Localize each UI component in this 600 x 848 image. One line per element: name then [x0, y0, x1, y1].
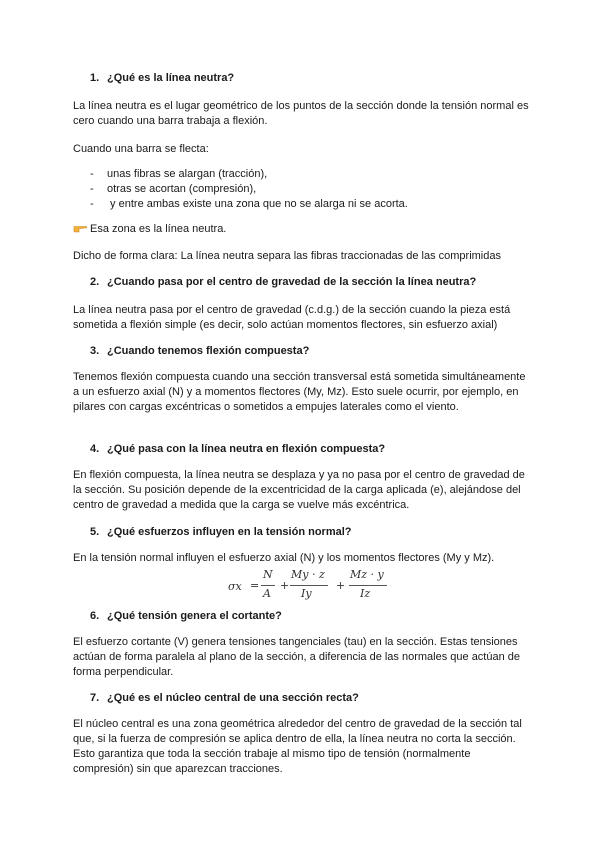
question-number: 3.: [90, 345, 100, 357]
fraction-bar: [290, 585, 328, 586]
formula-plus: +: [280, 579, 290, 592]
question-title: ¿Qué es el núcleo central de una sección recta?: [107, 692, 359, 704]
answer-paragraph-4: En flexión compuesta, la línea neutra se desplaza y ya no pasa por el centro de gravedad de la sección. Su posición depende de la excentricidad de la carga aplicada (e), alejándose del centro de gravedad a medida que la carga se vuelve más excéntrica.: [73, 469, 525, 511]
formula-term2-numerator: My · z: [291, 568, 325, 581]
question-number: 4.: [90, 443, 100, 455]
question-heading-4: [90, 443, 385, 455]
formula-term2-denominator: Iy: [301, 587, 312, 600]
formula-equals: =: [250, 579, 260, 592]
formula-lhs: σx: [228, 580, 242, 593]
formula-term3-denominator: Iz: [360, 587, 371, 600]
question-title: ¿Cuando tenemos flexión compuesta?: [107, 345, 310, 357]
question-heading-7: [90, 692, 359, 704]
question-title: ¿Qué pasa con la línea neutra en flexión compuesta?: [107, 443, 386, 455]
answer-paragraph-7: El núcleo central es una zona geométrica alrededor del centro de gravedad de la sección tal que, si la fuerza de compresión se aplica dentro de ella, la línea neutra no corta la sección. Esto garantiza que toda la sección trabaje al mismo tipo de tensión (normalmente compresión) sin que aparezcan tracciones.: [73, 718, 522, 775]
fraction-bar: [261, 585, 275, 586]
formula-plus: +: [336, 579, 346, 592]
list-dash: -: [90, 168, 94, 180]
question-title: ¿Cuando pasa por el centro de gravedad de la sección la línea neutra?: [107, 276, 477, 288]
question-heading-1: [90, 72, 234, 84]
list-item-text: unas fibras se alargan (tracción),: [107, 168, 268, 180]
lead-line: Cuando una barra se flecta:: [73, 143, 209, 155]
question-heading-5: [90, 526, 352, 538]
answer-paragraph-3: Tenemos flexión compuesta cuando una sección transversal está sometida simultáneamente a un esfuerzo axial (N) y a momentos flectores (My, Mz). Esto suele ocurrir, por ejemplo, en pilares con cargas excéntricas o sometidos a empujes laterales como el viento.: [73, 371, 526, 413]
question-title: ¿Qué esfuerzos influyen en la tensión normal?: [107, 526, 352, 538]
question-number: 1.: [90, 72, 100, 84]
note-line: [73, 222, 533, 237]
question-heading-3: [90, 345, 309, 357]
question-number: 2.: [90, 276, 100, 288]
question-heading-6: [90, 610, 282, 622]
list-item-text: y entre ambas existe una zona que no se alarga ni se acorta.: [107, 198, 408, 210]
formula-term1-numerator: N: [263, 568, 273, 581]
answer-paragraph-2: La línea neutra pasa por el centro de gravedad (c.d.g.) de la sección cuando la pieza está sometida a flexión simple (es decir, solo actúan momentos flectores, sin esfuerzo axial): [73, 304, 511, 331]
note-text: Esa zona es la línea neutra.: [90, 223, 227, 235]
question-number: 6.: [90, 610, 100, 622]
list-dash: -: [90, 198, 94, 210]
answer-paragraph-6: El esfuerzo cortante (V) genera tensiones tangenciales (tau) en la sección. Estas tensiones actúan de forma paralela al plano de la sección, a diferencia de las normales que actúan de forma perpendicular.: [73, 636, 521, 678]
list-item-text: otras se acortan (compresión),: [107, 183, 257, 195]
question-title: ¿Qué es la línea neutra?: [107, 72, 235, 84]
answer-paragraph-1: La línea neutra es el lugar geométrico de los puntos de la sección donde la tensión normal es cero cuando una barra trabaja a flexión.: [73, 100, 529, 127]
question-number: 7.: [90, 692, 100, 704]
summary-line: Dicho de forma clara: La línea neutra separa las fibras traccionadas de las comprimidas: [73, 250, 501, 262]
answer-paragraph-5: En la tensión normal influyen el esfuerzo axial (N) y los momentos flectores (My y Mz).: [73, 552, 495, 564]
question-heading-2: [90, 276, 476, 288]
formula-term1-denominator: A: [263, 587, 271, 600]
normal-stress-formula: [228, 568, 428, 604]
fraction-bar: [349, 585, 387, 586]
question-title: ¿Qué tensión genera el cortante?: [107, 610, 282, 622]
list-dash: -: [90, 183, 94, 195]
formula-term3-numerator: Mz · y: [350, 568, 384, 581]
question-number: 5.: [90, 526, 100, 538]
pointing-hand-icon: [73, 223, 87, 233]
